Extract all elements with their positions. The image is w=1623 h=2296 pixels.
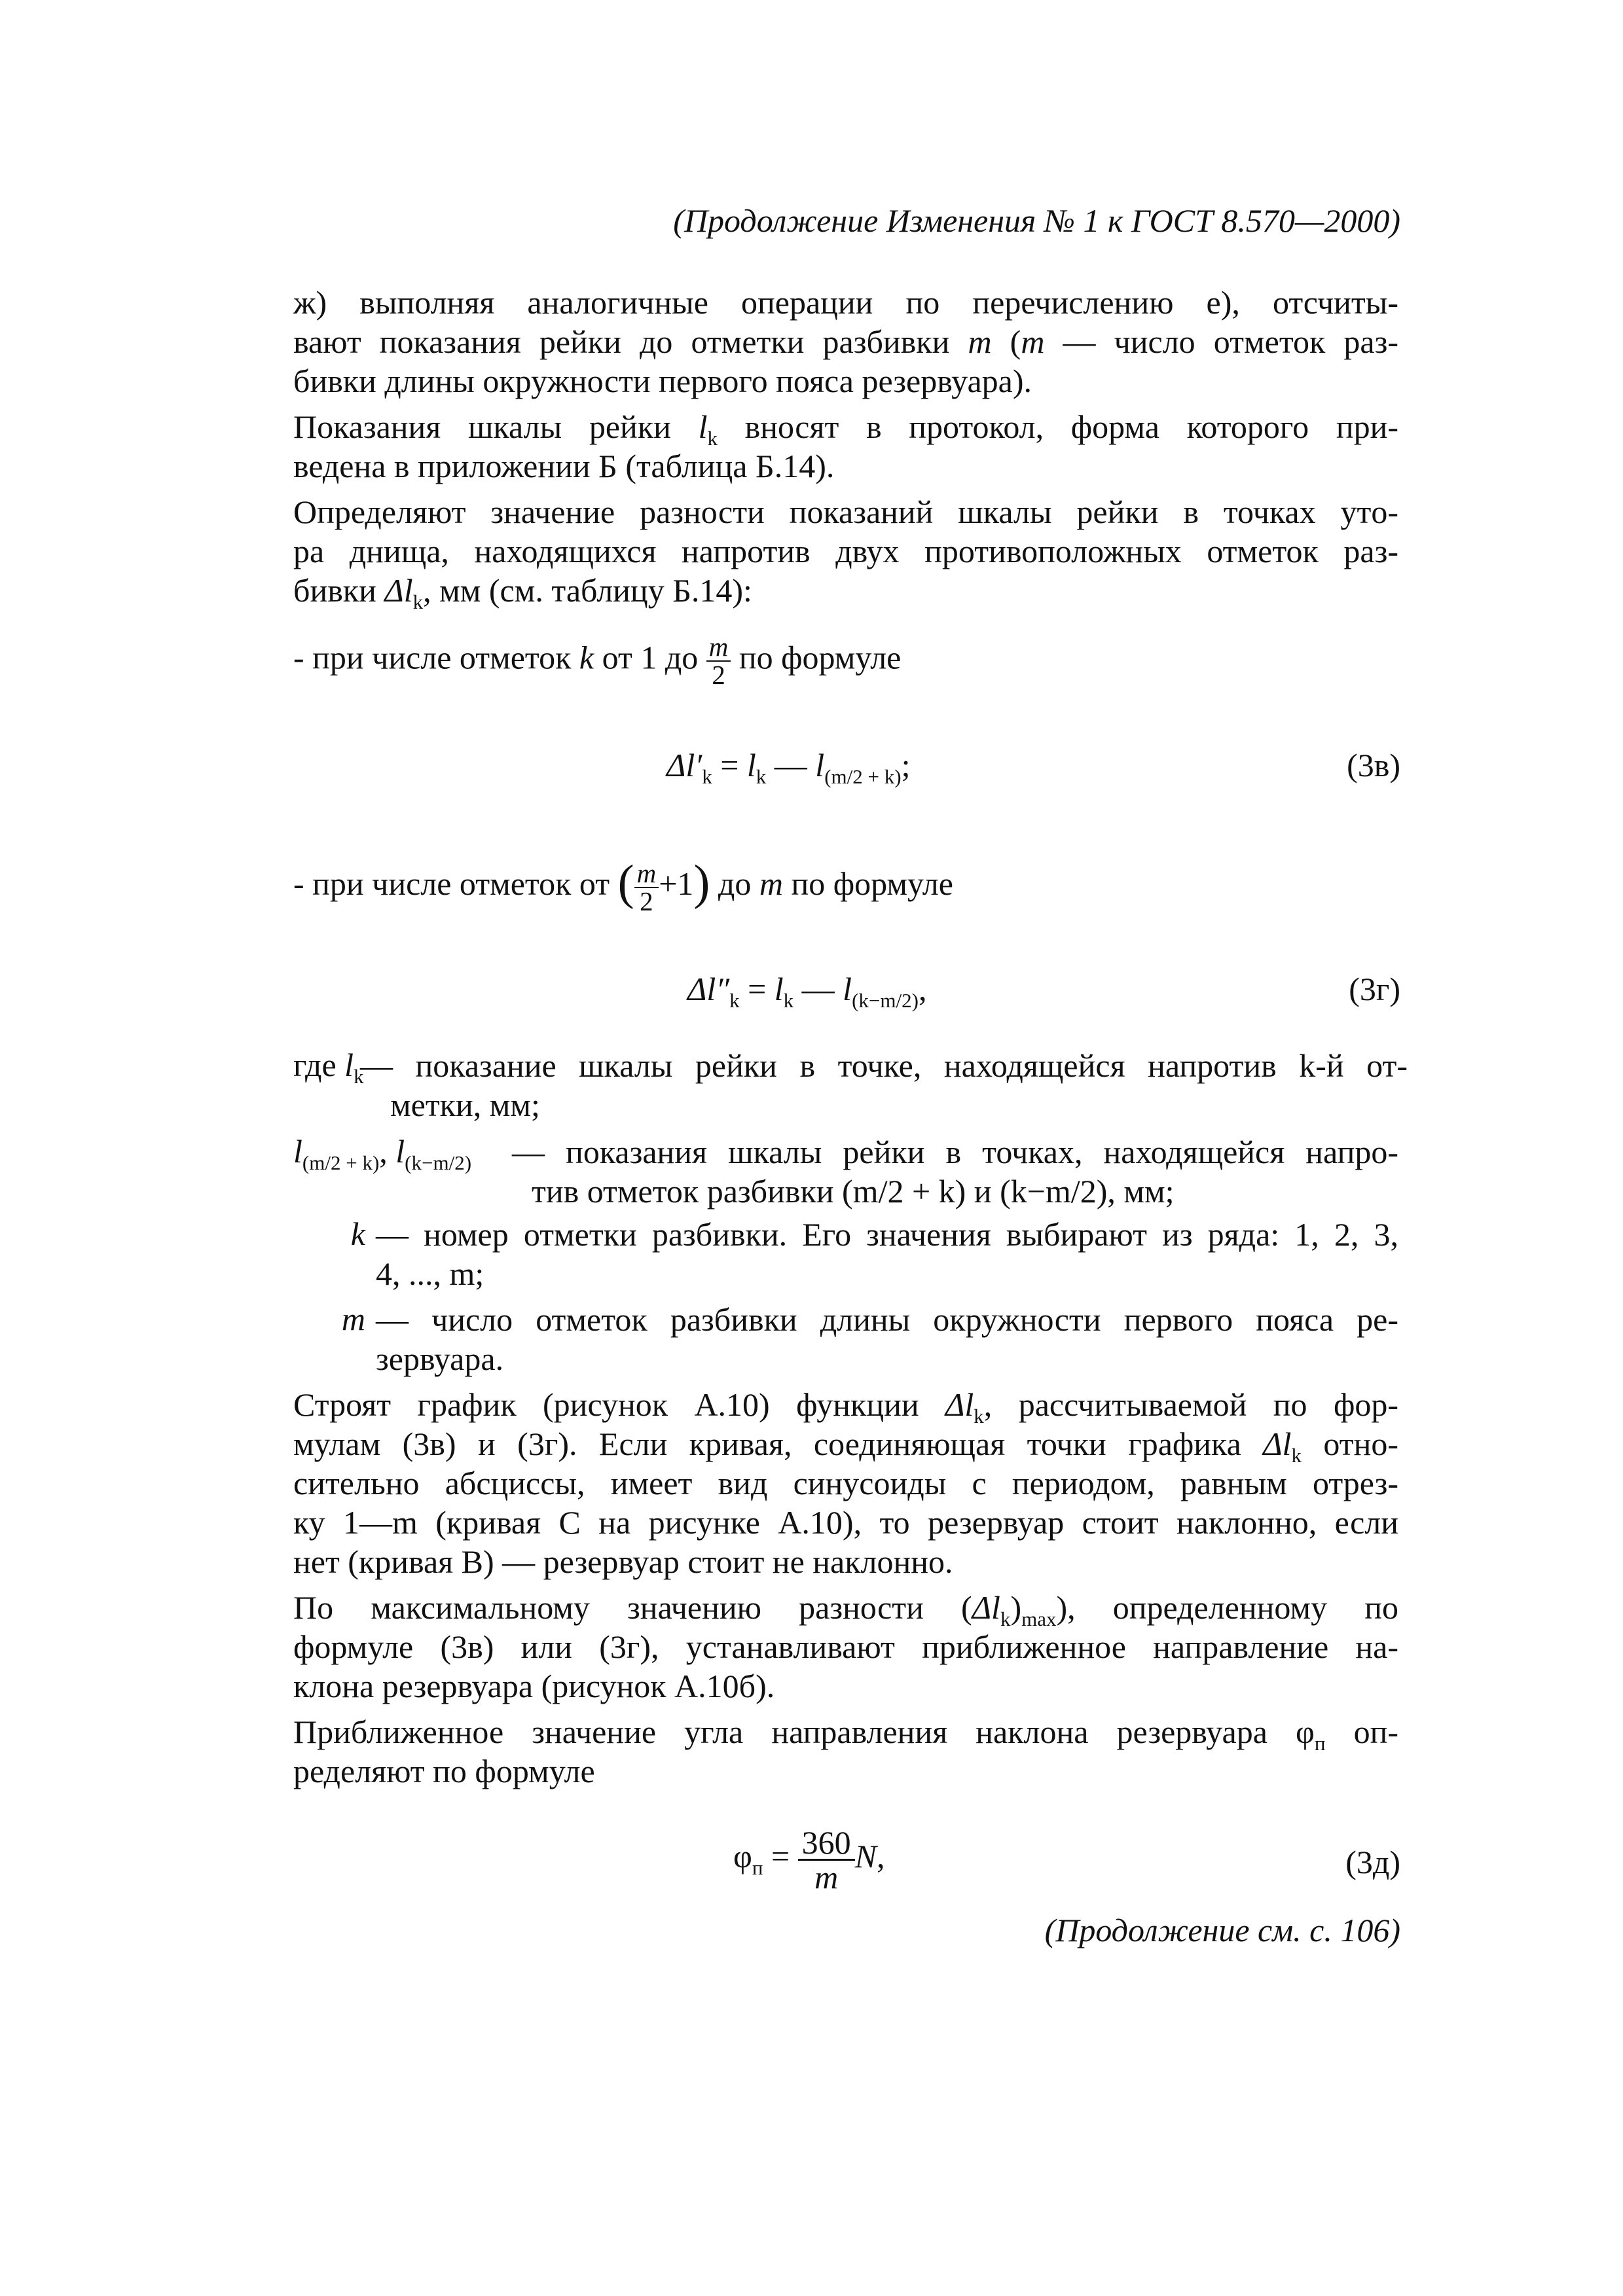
equation-number-3g: (3г): [1349, 971, 1400, 1007]
fraction-m-over-2: $\frac{m}{2}$: [706, 634, 731, 689]
text-span: от 1 до: [594, 639, 706, 676]
paragraph-graph-line-5: нет (кривая В) — резервуар стоит не наклонно.: [293, 1543, 953, 1580]
paragraph-graph-line-3: сительно абсциссы, имеет вид синусоиды с периодом, равным отрез-: [293, 1465, 1398, 1501]
text-span: - при числе отметок от: [293, 865, 618, 902]
def-desc-k-1: — номер отметки разбивки. Его значения выбирают из ряда: 1, 2, 3,: [376, 1216, 1398, 1253]
def-desc-m-1: — число отметок разбивки длины окружности первого пояса ре-: [376, 1301, 1398, 1338]
def-desc-lk-1: — показание шкалы рейки в точке, находящейся напротив k-й от-: [360, 1047, 1408, 1084]
text-span: по формуле: [782, 865, 953, 902]
math-m: m: [759, 865, 783, 902]
def-desc-lm-2: тив отметок разбивки (m/2 + k) и (k−m/2), мм;: [532, 1173, 1175, 1210]
formula-3v: $\Delta l'_k = l_k$ — $l_{(m/2 + k)}$;: [666, 747, 911, 788]
def-desc-lm-1: — показания шкалы рейки в точках, находящейся напро-: [512, 1134, 1398, 1170]
def-desc-m-2: зервуара.: [376, 1340, 504, 1377]
fraction-m-over-2: $\frac{m}{2}$: [634, 860, 659, 915]
paragraph-graph-line-4: ку 1—m (кривая С на рисунке А.10), то резервуар стоит наклонно, если: [293, 1504, 1398, 1541]
page-header: (Продолжение Изменения № 1 к ГОСТ 8.570—2000): [673, 202, 1400, 239]
text-span: (: [991, 323, 1021, 360]
formula-3g: $\Delta l''_k = l_k$ — $l_{(k-m/2)}$,: [687, 971, 927, 1012]
math-delta-lk: $\Delta l_k$: [384, 572, 424, 613]
equation-number-3v: (3в): [1347, 747, 1400, 783]
text-span: - при числе отметок: [293, 639, 579, 676]
math-k: k: [579, 639, 594, 676]
paragraph-record-line-2: ведена в приложении Б (таблица Б.14).: [293, 448, 835, 484]
text-span: вносят в протокол, форма которого при-: [717, 408, 1398, 445]
paragraph-graph-line-1: Строят график (рисунок А.10) функции $\Delta l_k$, рассчитываемой по фор-: [293, 1386, 1399, 1427]
text-span: , мм (см. таблицу Б.14):: [423, 572, 752, 609]
case-1-line: [293, 634, 901, 689]
text-span: до: [710, 865, 759, 902]
math-m: m: [968, 323, 992, 360]
def-term-lk: где $l_k$: [293, 1047, 364, 1088]
def-term-lm: $l_{(m/2 + k)}$, $l_{(k-m/2)}$: [293, 1133, 472, 1174]
paragraph-max-line-3: клона резервуара (рисунок А.10б).: [293, 1668, 775, 1704]
paragraph-max-line-2: формуле (3в) или (3г), устанавливают приближенное направление на-: [293, 1628, 1398, 1665]
paragraph-zh-line-3: бивки длины окружности первого пояса резервуара).: [293, 363, 1032, 399]
text-span: бивки: [293, 572, 385, 609]
paragraph-angle-line-1: Приближенное значение угла направления наклона резервуара $\varphi_п$ оп-: [293, 1713, 1398, 1755]
equation-number-3d: (3д): [1345, 1844, 1400, 1880]
paragraph-graph-line-2: мулам (3в) и (3г). Если кривая, соединяющая точки графика $\Delta l_k$ отно-: [293, 1426, 1398, 1467]
text-span: вают показания рейки до отметки разбивки: [293, 323, 968, 360]
paragraph-zh-line-2: [293, 322, 1398, 361]
def-desc-lk-2: метки, мм;: [390, 1086, 540, 1123]
page-footer: (Продолжение см. с. 106): [1044, 1912, 1400, 1948]
text-span: по формуле: [731, 639, 902, 676]
math-m: m: [1021, 323, 1045, 360]
def-term-k: k: [350, 1215, 365, 1252]
def-desc-k-2: 4, ..., m;: [376, 1255, 484, 1292]
paragraph-diff-line-3: [293, 571, 1398, 613]
paragraph-zh-line-1: ж) выполняя аналогичные операции по перечислению е), отсчиты-: [293, 284, 1398, 321]
text-span: Показания шкалы рейки: [293, 408, 699, 445]
case-2-line: - при числе отметок от ( $\frac{m}{2}$ +1) до m по формуле: [293, 855, 953, 916]
paragraph-record-line-1: [293, 407, 1398, 450]
paragraph-diff-line-1: Определяют значение разности показаний шкалы рейки в точках утo-: [293, 493, 1398, 530]
paragraph-angle-line-2: ределяют по формуле: [293, 1753, 595, 1789]
paragraph-diff-line-2: ра днища, находящихся напротив двух противоположных отметок раз-: [293, 533, 1398, 569]
math-lk: $l_k$: [698, 408, 718, 450]
text-span: — число отметок раз-: [1044, 323, 1398, 360]
paragraph-max-line-1: По максимальному значению разности $(\Delta l_k)_{max}$), определенному по: [293, 1589, 1398, 1630]
def-term-m: m: [341, 1300, 365, 1337]
formula-3d: $\varphi_п$ = $\frac{360}{m}$ N,: [733, 1824, 885, 1895]
